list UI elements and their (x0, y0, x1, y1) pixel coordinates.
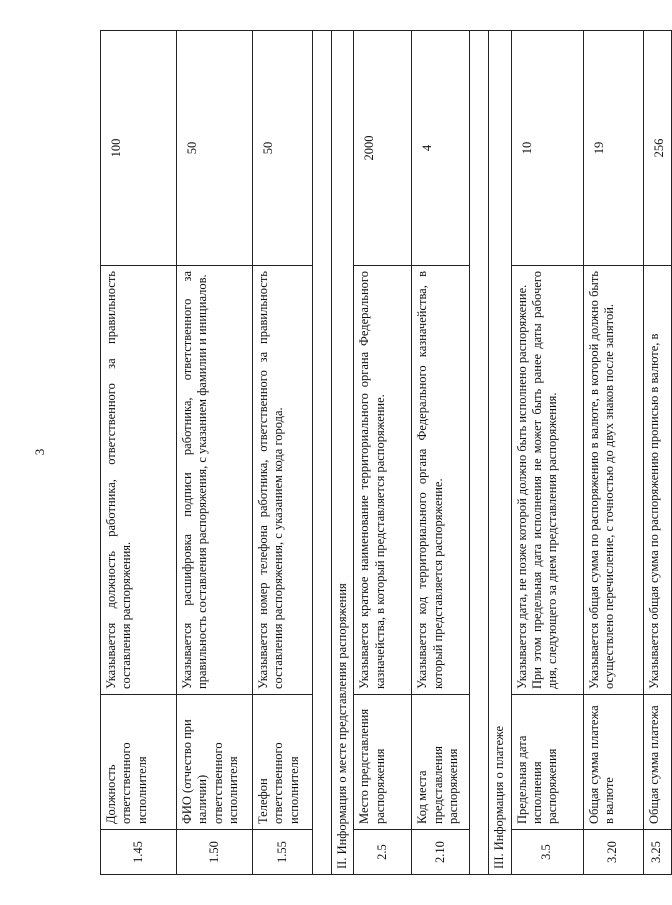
field-code: 3.5 (511, 830, 583, 875)
section-header (489, 31, 511, 875)
field-code: 1.50 (177, 830, 253, 875)
table-row (412, 31, 470, 875)
description-line: Указывается дата, не позже которой должно быть исполнено распоряжение. (514, 284, 529, 689)
field-description: Указывается код территориального органа Федерального казначейства, в который представляется распоряжение. (412, 266, 470, 695)
section-header (332, 31, 354, 875)
field-size: 2000 (354, 31, 412, 266)
field-size: 19 (583, 31, 643, 266)
table-row (354, 31, 412, 875)
field-name: Должность ответственного исполнителя (101, 695, 177, 830)
field-code: 1.45 (101, 830, 177, 875)
field-name: Место представления распоряжения (354, 695, 412, 830)
description-line: При этом предельная дата исполнения не может быть ранее даты рабочего дня, следующего за днем представления распоряжения. (529, 271, 559, 689)
table-row (643, 31, 671, 875)
field-description: Указывается краткое наименование территориального органа Федерального казначейства, в который представляется распоряжение. (354, 266, 412, 695)
field-name: Телефон ответственного исполнителя (253, 695, 313, 830)
field-code: 2.10 (412, 830, 470, 875)
table-row (101, 31, 177, 875)
field-specification-table (100, 30, 672, 875)
section-title: III. Информация о платеже (489, 31, 511, 875)
field-code: 3.20 (583, 830, 643, 875)
field-name: Код места представления распоряжения (412, 695, 470, 830)
table-row (253, 31, 313, 875)
field-description: Указывается должность работника, ответственного за правильность составления распоряжения. (101, 266, 177, 695)
field-description: Указывается общая сумма по распоряжению прописью в валюте, в (643, 266, 671, 695)
field-description: Указывается общая сумма по распоряжению в валюте, в которой должно быть осуществлено перечисление, с точностью до двух знаков после запятой. (583, 266, 643, 695)
field-size: 50 (177, 31, 253, 266)
field-name: Общая сумма платежа (643, 695, 671, 830)
field-code: 2.5 (354, 830, 412, 875)
field-size: 100 (101, 31, 177, 266)
section-gap (313, 31, 332, 875)
section-gap (470, 31, 489, 875)
field-name: Предельная дата исполнения распоряжения (511, 695, 583, 830)
table-row (177, 31, 253, 875)
field-name: ФИО (отчество при наличии) ответственного исполнителя (177, 695, 253, 830)
field-size: 4 (412, 31, 470, 266)
field-size: 50 (253, 31, 313, 266)
page-number: 3 (32, 448, 47, 456)
table-row (511, 31, 583, 875)
table-row (583, 31, 643, 875)
field-code: 1.55 (253, 830, 313, 875)
field-code: 3.25 (643, 830, 671, 875)
field-description: Указывается номер телефона работника, ответственного за правильность составления распоряжения, с указанием кода города. (253, 266, 313, 695)
field-name: Общая сумма платежа в валюте (583, 695, 643, 830)
field-size: 256 (643, 31, 671, 266)
field-description: Указывается расшифровка подписи работника, ответственного за правильность составления распоряжения, с указанием фамилии и инициалов. (177, 266, 253, 695)
section-title: II. Информация о месте представления распоряжения (332, 31, 354, 875)
field-description (511, 266, 583, 695)
field-size: 10 (511, 31, 583, 266)
